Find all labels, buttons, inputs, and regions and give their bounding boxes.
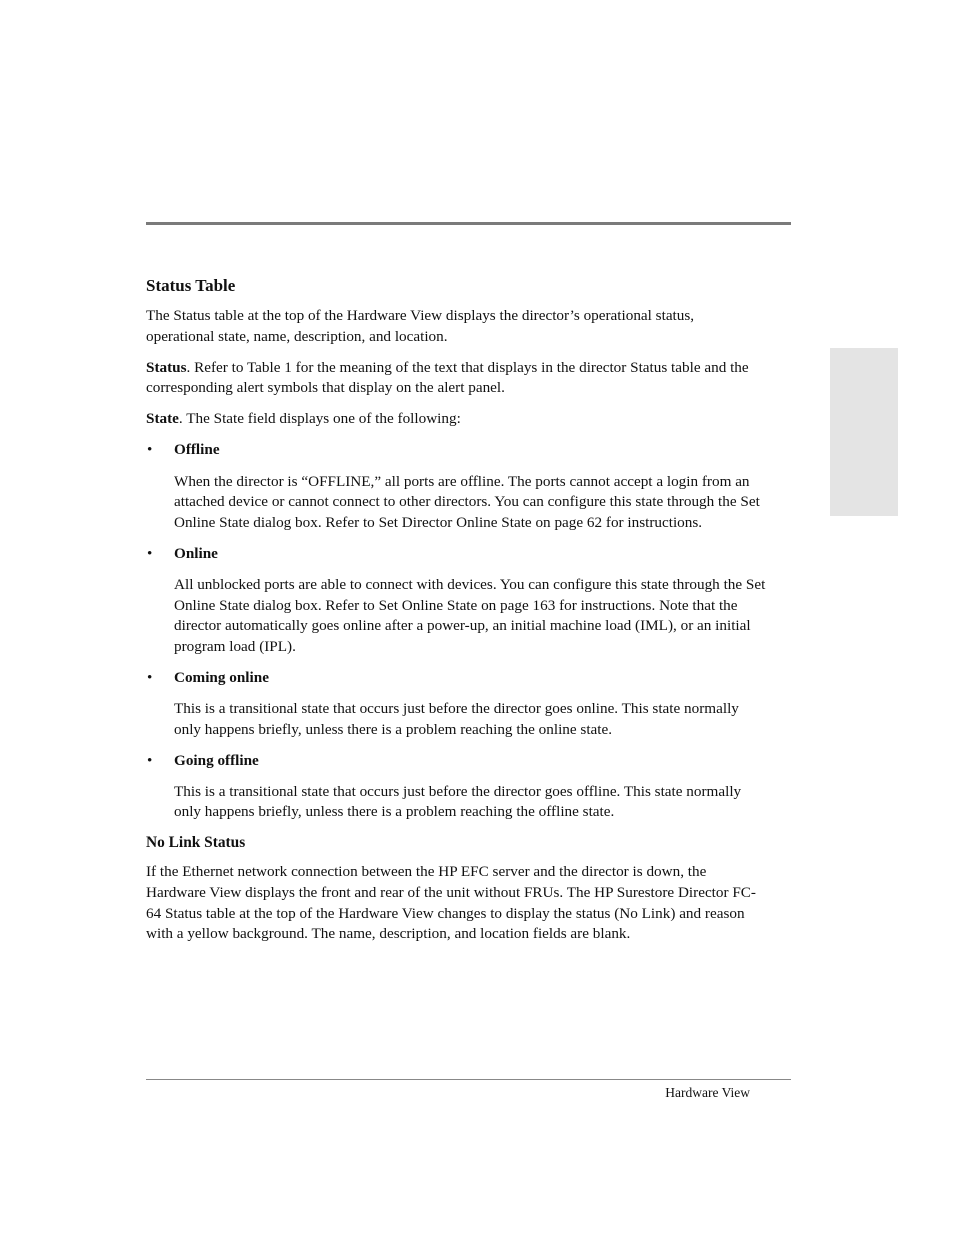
bullet-going-offline: [146, 751, 766, 772]
bullet-offline: [146, 440, 766, 461]
no-link-paragraph: If the Ethernet network connection between the HP EFC server and the director is down, the Hardware View displays the front and rear of the unit without FRUs. The HP Surestore Director FC-64 Status table at the top of the Hardware View changes to display the status (No Link) and reason with a yellow background. The name, description, and location fields are blank.: [146, 863, 756, 943]
bullet-description: This is a transitional state that occurs just before the director goes offline. This state normally only happens briefly, unless there is a problem reaching the offline state.: [174, 782, 742, 821]
status-paragraph: [146, 358, 766, 399]
bullet-coming-online: [146, 668, 766, 689]
status-lead: Status: [146, 358, 187, 376]
bullet-title: Going offline: [174, 751, 259, 769]
state-paragraph: [146, 409, 766, 430]
state-text: . The State field displays one of the following:: [178, 410, 461, 428]
bullet-description: This is a transitional state that occurs just before the director goes online. This state normally only happens briefly, unless there is a problem reaching the online state.: [174, 699, 739, 738]
bullet-dot-icon: •: [147, 668, 153, 686]
bullet-dot-icon: •: [147, 751, 153, 769]
header-rule: [146, 222, 791, 225]
status-text: . Refer to Table 1 for the meaning of the text that displays in the director Status table and the corresponding alert symbols that display on the alert panel.: [146, 358, 749, 397]
state-lead: State: [146, 410, 179, 428]
bullet-online: [146, 544, 766, 565]
bullet-description: When the director is “OFFLINE,” all ports are offline. The ports cannot accept a login from an attached device or cannot connect to other directors. You can configure this state through the Set Online State dialog box. Refer to Set Director Online State on page 62 for instructions.: [174, 472, 760, 531]
intro-paragraph: The Status table at the top of the Hardware View displays the director’s operational status, operational state, name, description, and location.: [146, 307, 695, 345]
chapter-thumb-tab: [830, 348, 898, 516]
bullet-title: Coming online: [174, 668, 269, 686]
bullet-description: All unblocked ports are able to connect with devices. You can configure this state through the Set Online State dialog box. Refer to Set Online State on page 163 for instructions. Note that the director automatically goes online after a power-up, an initial machine load (IML), or an initial program load (IPL).: [174, 575, 766, 655]
bullet-dot-icon: •: [147, 441, 153, 459]
footer-rule: [146, 1079, 791, 1080]
no-link-heading: No Link Status: [146, 834, 246, 852]
bullet-dot-icon: •: [147, 544, 153, 562]
section-heading: Status Table: [146, 276, 236, 295]
bullet-title: Online: [174, 544, 218, 562]
running-footer: Hardware View: [665, 1085, 750, 1100]
bullet-title: Offline: [174, 441, 220, 459]
page-body: [146, 275, 766, 955]
